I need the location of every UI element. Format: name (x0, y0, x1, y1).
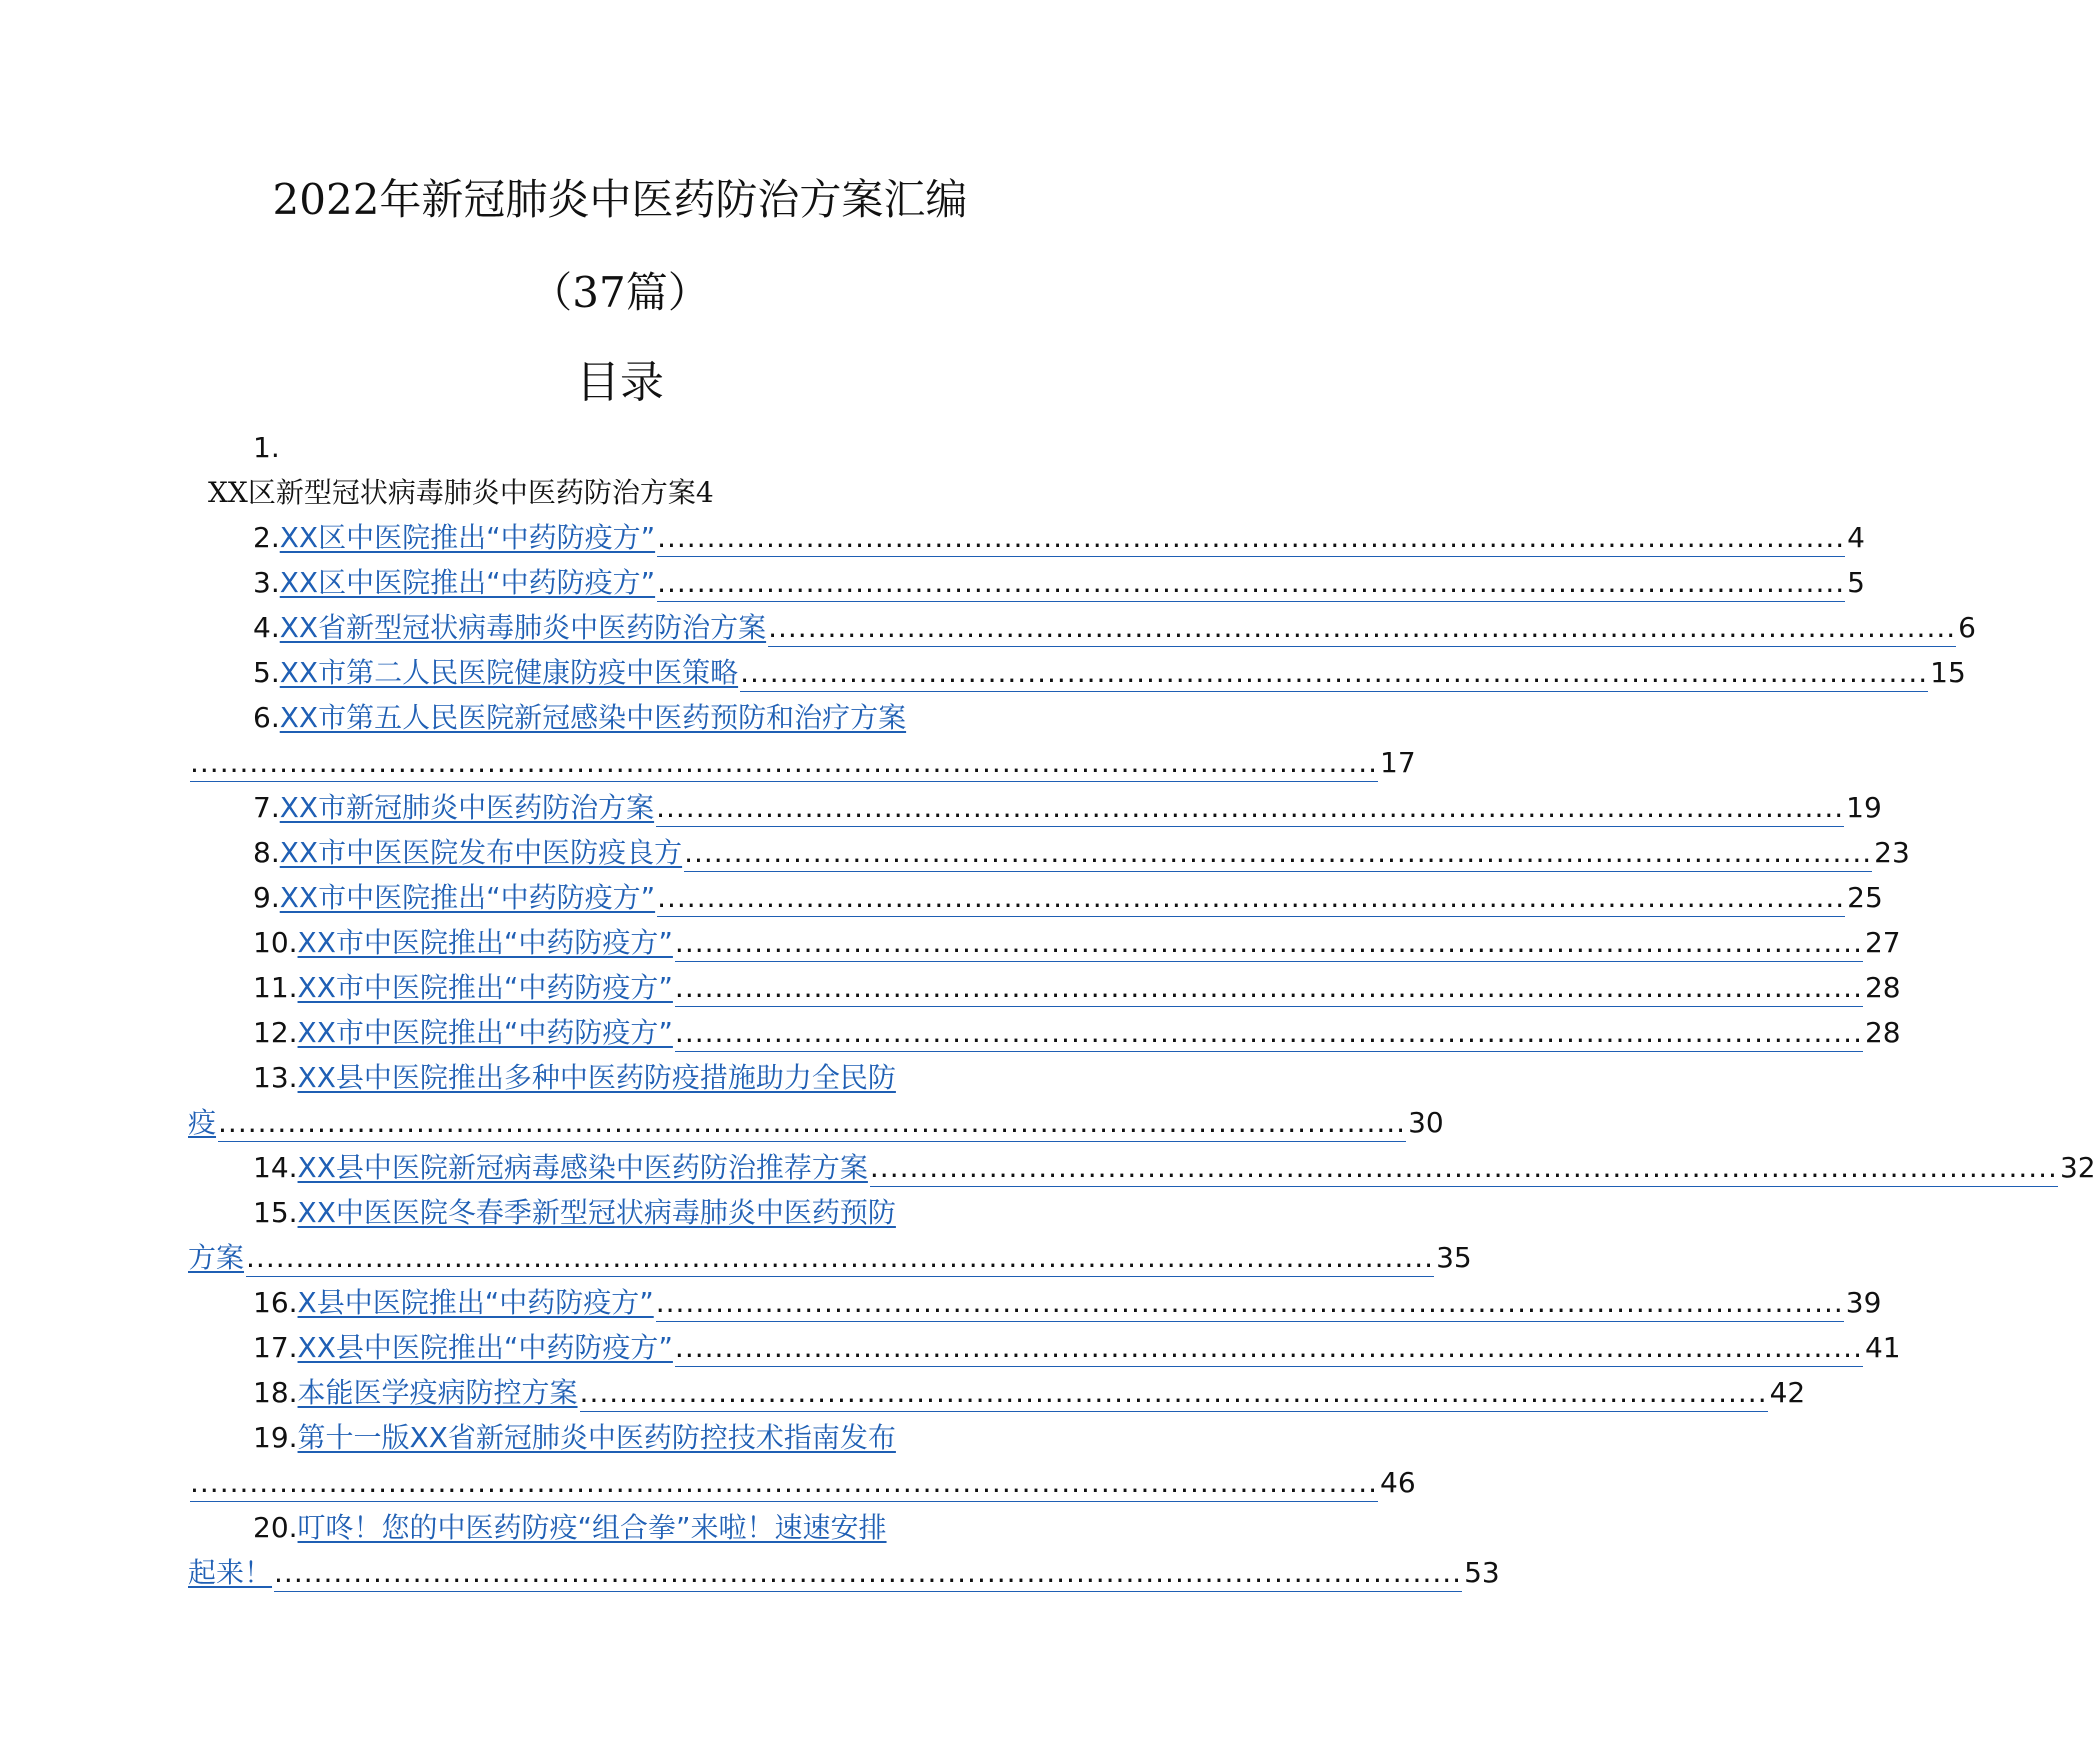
dot-leader: ........................................................................................................................ (657, 520, 1845, 557)
toc-page-number: 28 (1864, 1016, 1901, 1049)
toc-entry (188, 605, 1976, 650)
dot-leader: ........................................................................................................................ (768, 610, 1956, 647)
toc-page-number: 41 (1864, 1331, 1901, 1364)
document-subtitle: （37篇） (530, 268, 710, 317)
dot-leader: ........................................................................................................................ (274, 1555, 1462, 1592)
dot-leader: ........................................................................................................................ (656, 790, 1844, 827)
toc-page-number: 6 (1958, 611, 1976, 644)
dot-leader: ........................................................................................................................ (656, 1285, 1844, 1322)
dot-leader: ........................................................................................................................ (684, 835, 1872, 872)
toc-entry-number: 18. (253, 1376, 298, 1409)
toc-entry-number: 6. (253, 701, 280, 734)
dot-leader: ........................................................................................................................ (675, 925, 1863, 962)
toc-entry (188, 875, 1883, 920)
toc-entry-number: 19. (253, 1421, 298, 1454)
toc-entry (188, 560, 1865, 605)
dot-leader: ........................................................................................................................ (190, 1465, 1378, 1502)
toc-entry-number: 17. (253, 1331, 298, 1364)
toc-entry-number: 8. (253, 836, 280, 869)
toc-entry-link[interactable]: XX市中医院推出“中药防疫方” (297, 1016, 673, 1049)
toc-entry-link[interactable]: XX市第二人民医院健康防疫中医策略 (279, 656, 739, 689)
toc-entry-link[interactable]: 第十一版XX省新冠肺炎中医药防控技术指南发布 (297, 1421, 896, 1454)
dot-leader: ........................................................................................................................ (657, 565, 1845, 602)
toc-entry-number: 9. (253, 881, 280, 914)
toc-page-number: 32 (2059, 1151, 2096, 1184)
toc-entry (188, 1325, 1901, 1370)
toc-page-number: 15 (1930, 656, 1966, 689)
toc-entry-number: 14. (253, 1151, 298, 1184)
toc-entry-number: 16. (253, 1286, 298, 1319)
dot-leader: ........................................................................................................................ (190, 745, 1378, 782)
toc-entry (188, 965, 1901, 1010)
toc-entry-number: 13. (253, 1061, 298, 1094)
toc-page-number: 35 (1436, 1241, 1472, 1274)
document-title: 2022年新冠肺炎中医药防治方案汇编 (272, 175, 968, 224)
toc-entry-link[interactable]: XX县中医院新冠病毒感染中医药防治推荐方案 (297, 1151, 868, 1184)
dot-leader: ........................................................................................................................ (675, 1330, 1863, 1367)
toc-entry (188, 695, 1052, 740)
dot-leader: ........................................................................................................................ (675, 970, 1863, 1007)
toc-entry-number: 11. (253, 971, 298, 1004)
toc-entry-number: 5. (253, 656, 280, 689)
dot-leader: ........................................................................................................................ (675, 1015, 1863, 1052)
toc-entry-link[interactable]: XX市中医院推出“中药防疫方” (297, 971, 673, 1004)
toc-entry (188, 1055, 1052, 1100)
toc-entry-link-continuation[interactable]: 疫 (188, 1106, 217, 1139)
toc-page-number: 17 (1380, 746, 1416, 779)
toc-entry-link[interactable]: XX市中医院推出“中药防疫方” (297, 926, 673, 959)
toc-entry-number: 10. (253, 926, 298, 959)
toc-entry (188, 1280, 1882, 1325)
toc-entry-link[interactable]: XX区中医院推出“中药防疫方” (279, 521, 656, 554)
toc-page-number: 46 (1380, 1466, 1416, 1499)
toc-page-number: 19 (1846, 791, 1882, 824)
toc-entry (188, 515, 1865, 560)
toc-entry-number: 20. (253, 1511, 298, 1544)
toc-entry (188, 1010, 1901, 1055)
dot-leader: ........................................................................................................................ (580, 1375, 1768, 1412)
toc-entry (188, 1145, 2096, 1190)
toc-entry-link[interactable]: XX中医医院冬春季新型冠状病毒肺炎中医药预防 (297, 1196, 896, 1229)
toc-page-number: 5 (1847, 566, 1865, 599)
dot-leader: ........................................................................................................................ (740, 655, 1928, 692)
toc-entry-number: 3. (253, 566, 280, 599)
toc-entry-link[interactable]: XX区中医院推出“中药防疫方” (279, 566, 656, 599)
toc-entry (188, 1415, 1052, 1460)
toc-entry-number: 2. (253, 521, 280, 554)
toc-page-number: 39 (1845, 1286, 1882, 1319)
toc-entry-link[interactable]: XX市第五人民医院新冠感染中医药预防和治疗方案 (279, 701, 907, 734)
dot-leader: ........................................................................................................................ (657, 880, 1845, 917)
toc-entry-link-continuation[interactable]: 方案 (188, 1241, 245, 1274)
toc-entry-link[interactable]: XX市中医医院发布中医防疫良方 (279, 836, 683, 869)
toc-entry (188, 650, 1966, 695)
toc-entry-link[interactable]: X县中医院推出“中药防疫方” (297, 1286, 654, 1319)
toc-entry-link[interactable]: 本能医学疫病防控方案 (297, 1376, 578, 1409)
toc-page-number: 25 (1847, 881, 1883, 914)
toc-entry-1-text: XX区新型冠状病毒肺炎中医药防治方案4 (208, 476, 714, 509)
toc-page-number: 28 (1864, 971, 1901, 1004)
toc-entry-continuation (188, 1100, 1444, 1145)
toc-entry-number: 12. (253, 1016, 298, 1049)
dot-leader: ........................................................................................................................ (870, 1150, 2058, 1187)
toc-entry (188, 1190, 1052, 1235)
toc-entry-continuation (188, 1550, 1500, 1595)
toc-page-number: 30 (1408, 1106, 1444, 1139)
toc-entry-continuation (188, 1460, 1416, 1505)
table-of-contents (188, 425, 2096, 1595)
toc-entry-link[interactable]: XX县中医院推出“中药防疫方” (297, 1331, 673, 1364)
toc-entry-1-number: 1. (253, 431, 280, 464)
toc-entry-link[interactable]: XX市中医院推出“中药防疫方” (279, 881, 656, 914)
toc-entry-number: 4. (253, 611, 280, 644)
toc-page-number: 42 (1769, 1376, 1806, 1409)
toc-page-number: 53 (1464, 1556, 1500, 1589)
toc-entry (188, 920, 1901, 965)
toc-entry (188, 1505, 1052, 1550)
toc-entry (188, 1370, 1806, 1415)
toc-entry-link[interactable]: XX市新冠肺炎中医药防治方案 (279, 791, 655, 824)
toc-entry (188, 830, 1910, 875)
toc-entry-number: 7. (253, 791, 280, 824)
toc-entry-link[interactable]: XX省新型冠状病毒肺炎中医药防治方案 (279, 611, 767, 644)
toc-entry-link-continuation[interactable]: 起来！ (188, 1556, 273, 1589)
toc-entry-link[interactable]: 叮咚！您的中医药防疫“组合拳”来啦！速速安排 (297, 1511, 887, 1544)
toc-entry-continuation (188, 1235, 1472, 1280)
toc-heading: 目录 (576, 357, 664, 408)
toc-page-number: 27 (1864, 926, 1901, 959)
toc-page-number: 23 (1874, 836, 1910, 869)
toc-entry-continuation (188, 740, 1416, 785)
dot-leader: ........................................................................................................................ (246, 1240, 1434, 1277)
dot-leader: ........................................................................................................................ (218, 1105, 1406, 1142)
toc-entry-link[interactable]: XX县中医院推出多种中医药防疫措施助力全民防 (297, 1061, 896, 1094)
toc-page-number: 4 (1847, 521, 1865, 554)
toc-entry (188, 785, 1882, 830)
toc-entry-number: 15. (253, 1196, 298, 1229)
